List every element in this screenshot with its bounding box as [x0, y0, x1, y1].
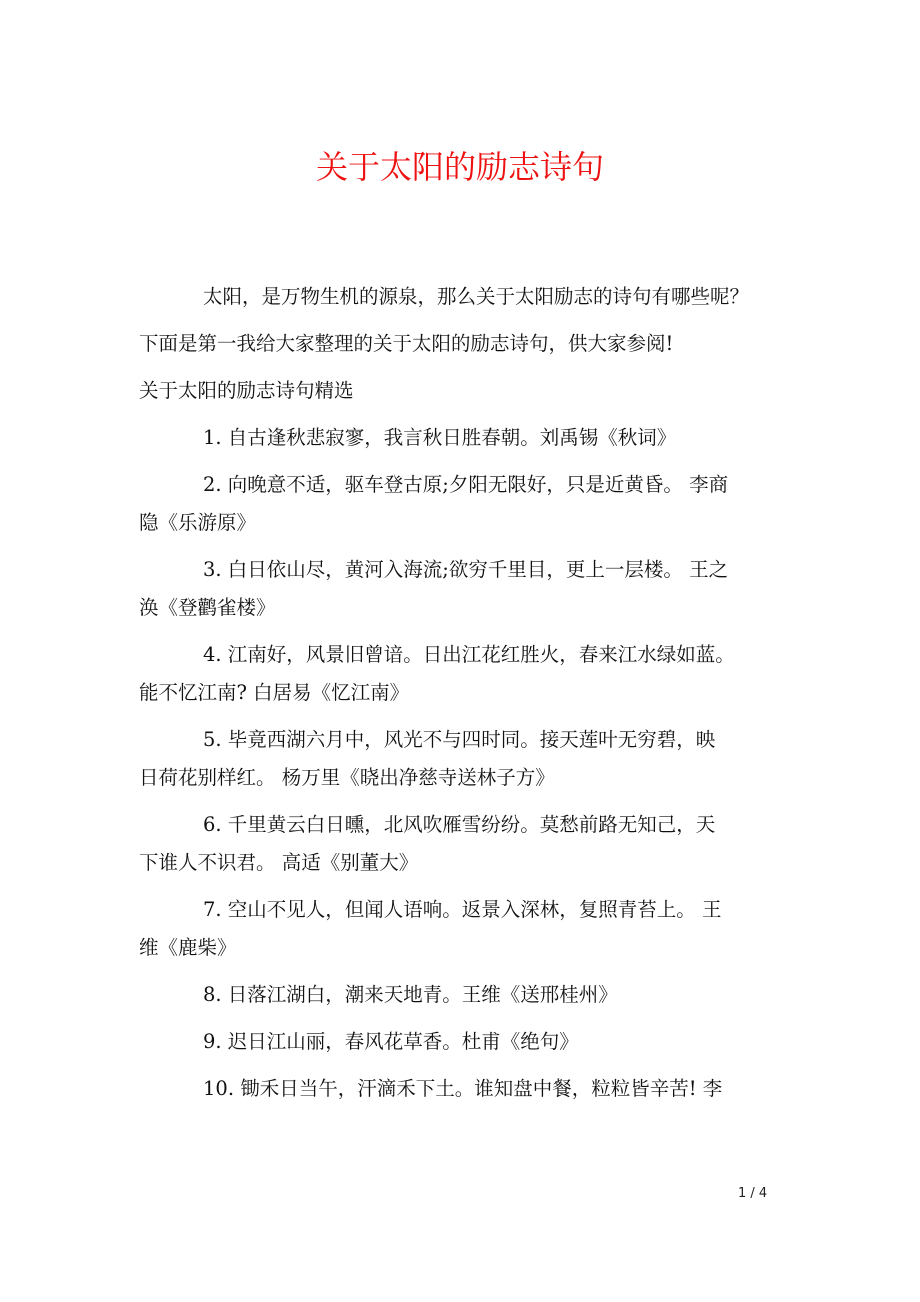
poem-item-6-cont: 下谁人不识君。 高适《别董大》: [139, 851, 419, 874]
poem-item-5-cont: 日荷花别样红。 杨万里《晓出净慈寺送林子方》: [139, 766, 555, 789]
section-heading: 关于太阳的励志诗句精选: [139, 379, 354, 402]
page-number: 1 / 4: [738, 1186, 768, 1201]
document-body: [139, 278, 799, 1108]
intro-line-1: 太阳，是万物生机的源泉，那么关于太阳励志的诗句有哪些呢？: [203, 285, 750, 308]
poem-item-1: 1. 自古逢秋悲寂寥，我言秋日胜春朝。刘禹锡《秋词》: [203, 426, 677, 449]
poem-item-3: 3. 白日依山尽，黄河入海流;欲穷千里目，更上一层楼。 王之: [203, 558, 729, 581]
poem-item-8: 8. 日落江湖白，潮来天地青。王维《送邢桂州》: [203, 983, 618, 1006]
poem-item-9: 9. 迟日江山丽，春风花草香。杜甫《绝句》: [203, 1030, 579, 1053]
poem-item-3-cont: 涣《登鹳雀楼》: [139, 596, 276, 619]
poem-item-2-cont: 隐《乐游原》: [139, 511, 257, 534]
poem-item-2: 2. 向晚意不适，驱车登古原;夕阳无限好，只是近黄昏。 李商: [203, 473, 729, 496]
poem-item-4-cont: 能不忆江南? 白居易《忆江南》: [139, 681, 410, 704]
poem-item-10: 10. 锄禾日当午，汗滴禾下土。谁知盘中餐，粒粒皆辛苦! 李: [203, 1077, 723, 1100]
poem-item-4: 4. 江南好，风景旧曾谙。日出江花红胜火，春来江水绿如蓝。: [203, 643, 735, 666]
poem-item-5: 5. 毕竟西湖六月中，风光不与四时同。接天莲叶无穷碧，映: [203, 728, 716, 751]
document-title: 关于太阳的励志诗句: [315, 148, 604, 186]
intro-line-2: 下面是第一我给大家整理的关于太阳的励志诗句，供大家参阅!: [139, 332, 674, 355]
poem-item-6: 6. 千里黄云白日曛，北风吹雁雪纷纷。莫愁前路无知己，天: [203, 813, 716, 836]
poem-item-7-cont: 维《鹿柴》: [139, 936, 237, 959]
poem-item-7: 7. 空山不见人，但闻人语响。返景入深林，复照青苔上。 王: [203, 898, 722, 921]
